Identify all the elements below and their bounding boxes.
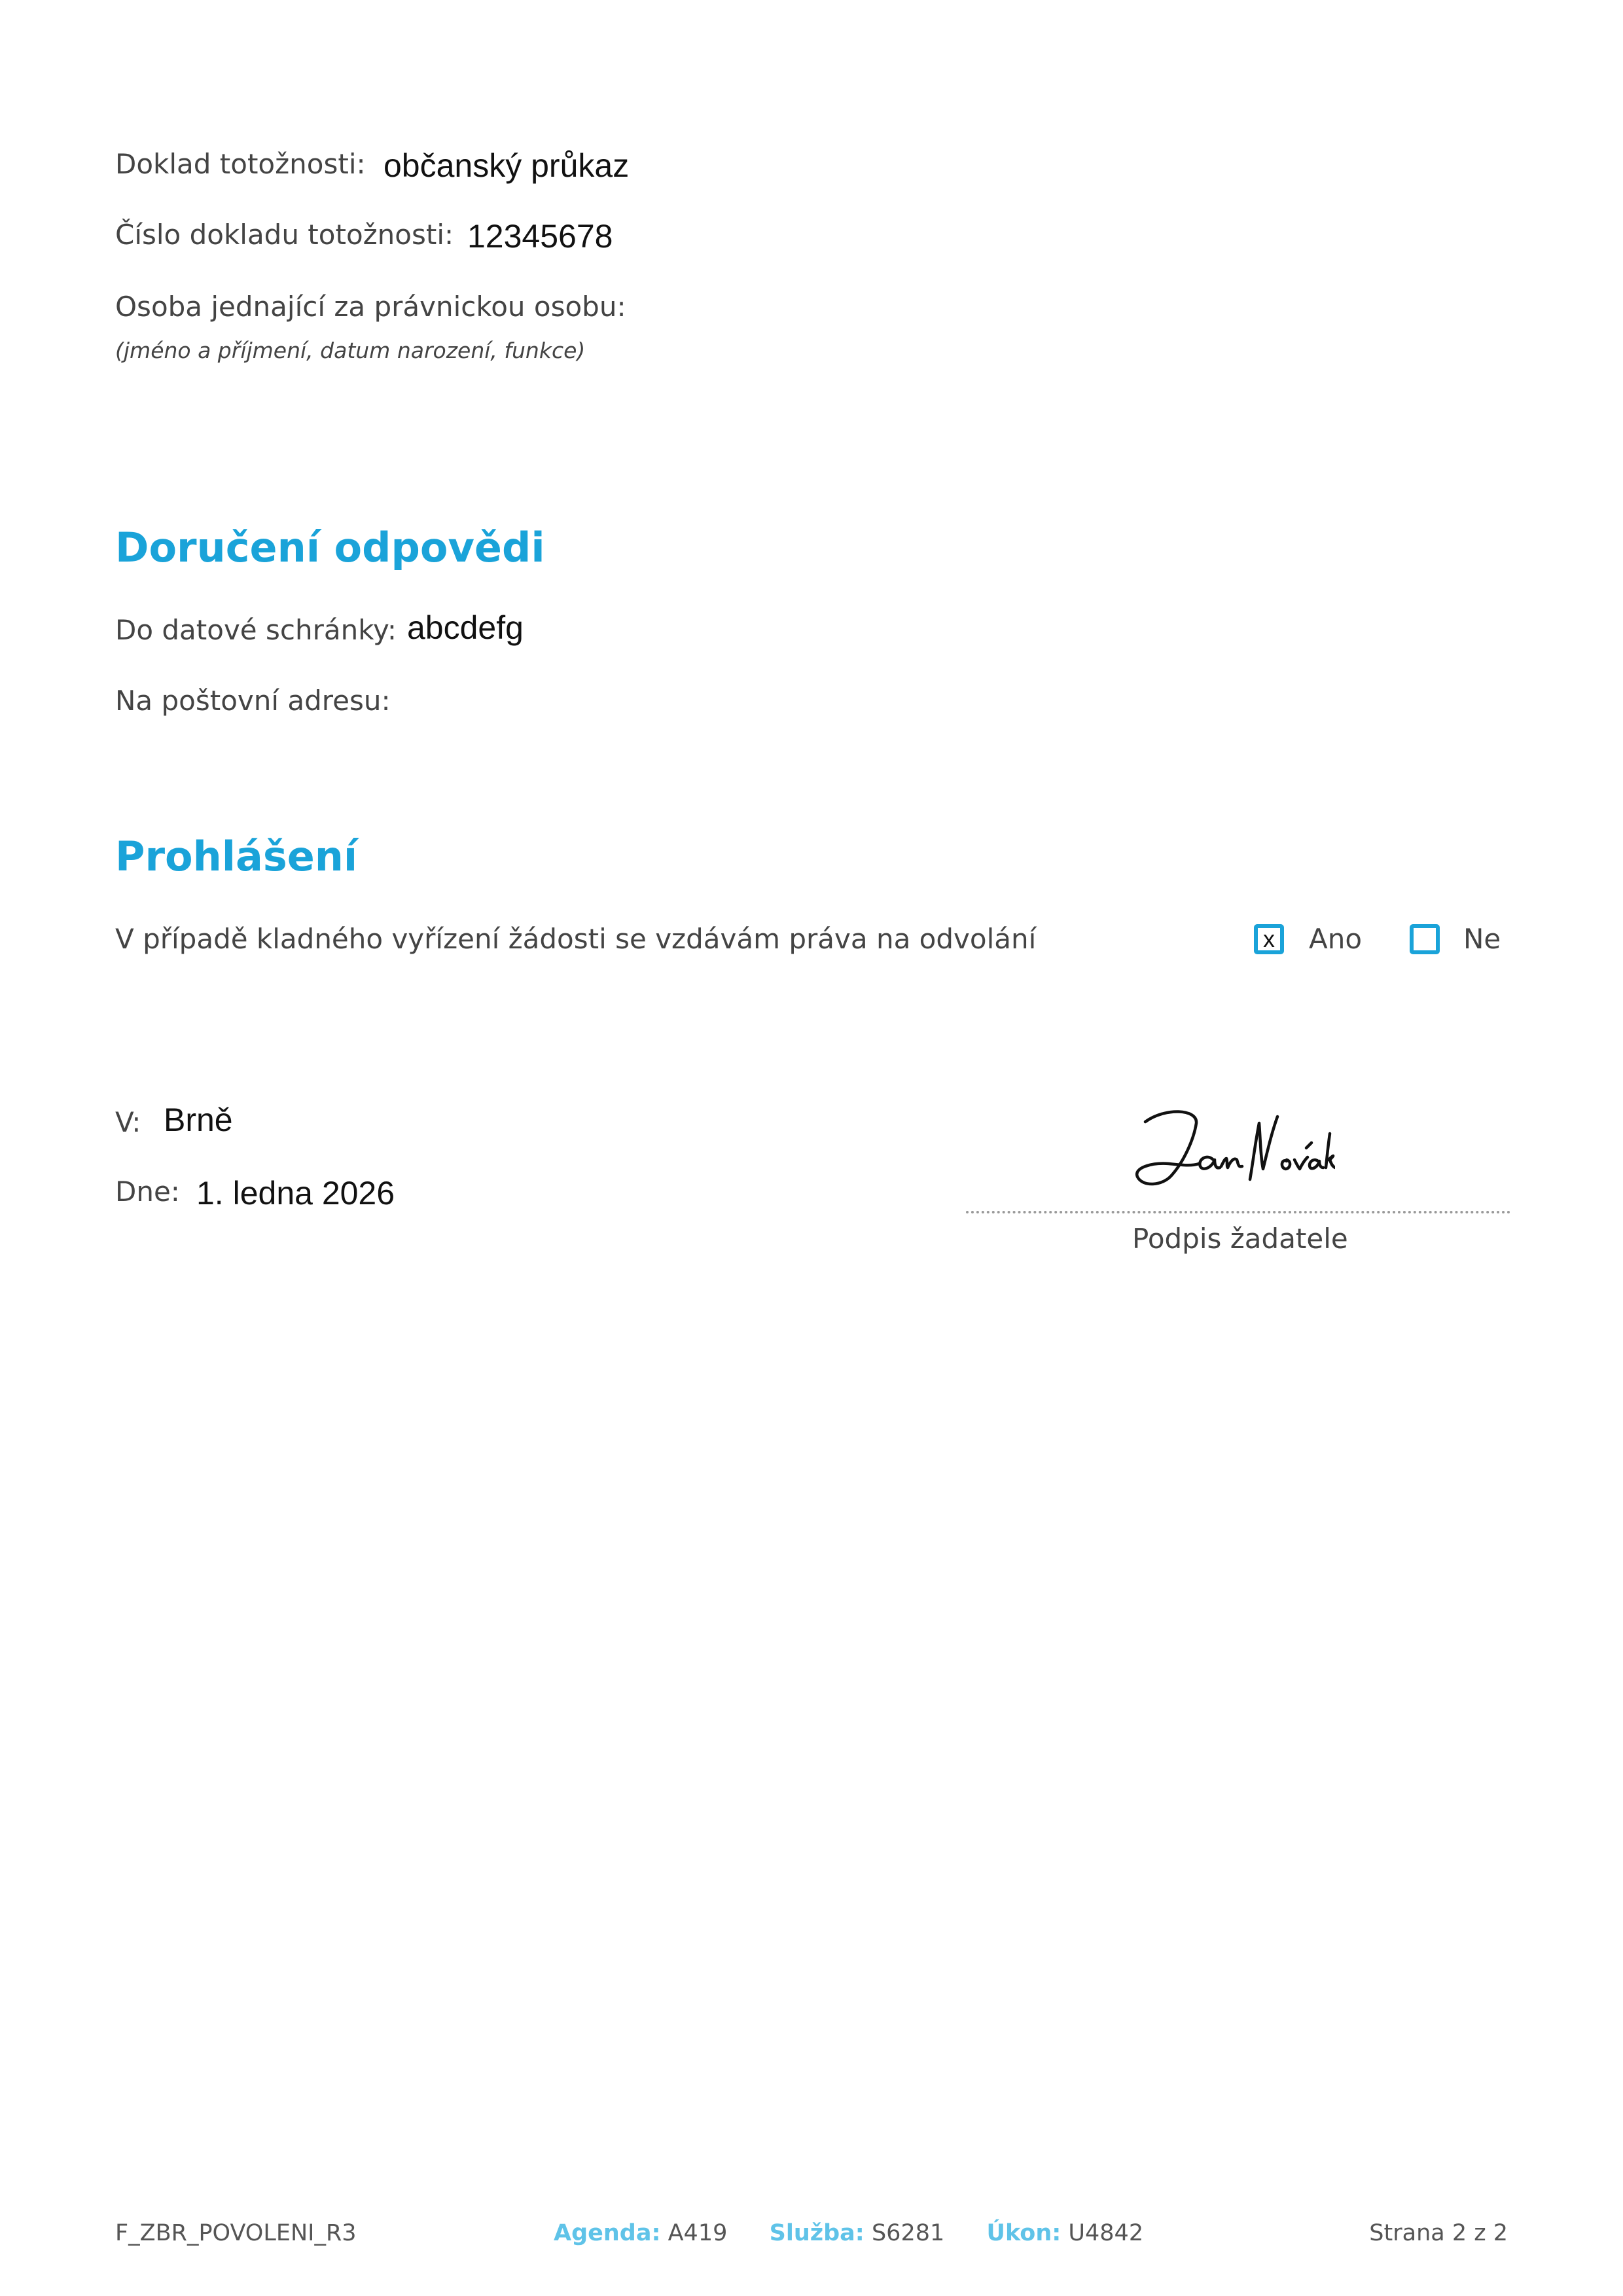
checkbox-ne[interactable] bbox=[1410, 924, 1440, 954]
checkbox-ne-label: Ne bbox=[1463, 923, 1501, 955]
declaration-heading: Prohlášení bbox=[115, 833, 358, 880]
footer-agenda-value: A419 bbox=[668, 2220, 728, 2246]
delivery-heading: Doručení odpovědi bbox=[115, 524, 545, 571]
place-label: V: bbox=[115, 1106, 141, 1138]
doc-type-label: Doklad totožnosti: bbox=[115, 148, 366, 180]
databox-label: Do datové schránky: bbox=[115, 614, 397, 646]
doc-number-label: Číslo dokladu totožnosti: bbox=[115, 219, 454, 251]
signature-caption: Podpis žadatele bbox=[1132, 1223, 1348, 1255]
date-value: 1. ledna 2026 bbox=[196, 1175, 395, 1211]
doc-number-value: 12345678 bbox=[467, 218, 613, 255]
footer-form-code: F_ZBR_POVOLENI_R3 bbox=[115, 2220, 357, 2246]
footer-action-label: Úkon: bbox=[986, 2220, 1061, 2246]
place-value: Brně bbox=[164, 1102, 233, 1138]
footer-service-value: S6281 bbox=[871, 2220, 945, 2246]
footer-agenda-label: Agenda: bbox=[554, 2220, 661, 2246]
signature-image bbox=[1126, 1100, 1335, 1198]
checkbox-ano-mark: x bbox=[1263, 925, 1275, 952]
footer-action-value: U4842 bbox=[1068, 2220, 1144, 2246]
footer-service-label: Služba: bbox=[769, 2220, 865, 2246]
declaration-statement: V případě kladného vyřízení žádosti se vzdávám práva na odvolání bbox=[115, 923, 1037, 955]
date-label: Dne: bbox=[115, 1175, 180, 1208]
signature-line bbox=[966, 1211, 1510, 1213]
doc-type-value: občanský průkaz bbox=[383, 147, 630, 184]
footer-codes bbox=[554, 2220, 1143, 2246]
legal-person-hint: (jméno a příjmení, datum narození, funkce) bbox=[115, 338, 586, 363]
checkbox-ano[interactable] bbox=[1254, 924, 1284, 954]
postal-address-label: Na poštovní adresu: bbox=[115, 685, 391, 717]
checkbox-ano-label: Ano bbox=[1309, 923, 1363, 955]
footer-page-number: Strana 2 z 2 bbox=[1369, 2220, 1508, 2246]
databox-value: abcdefg bbox=[407, 609, 524, 646]
legal-person-label: Osoba jednající za právnickou osobu: bbox=[115, 291, 626, 323]
